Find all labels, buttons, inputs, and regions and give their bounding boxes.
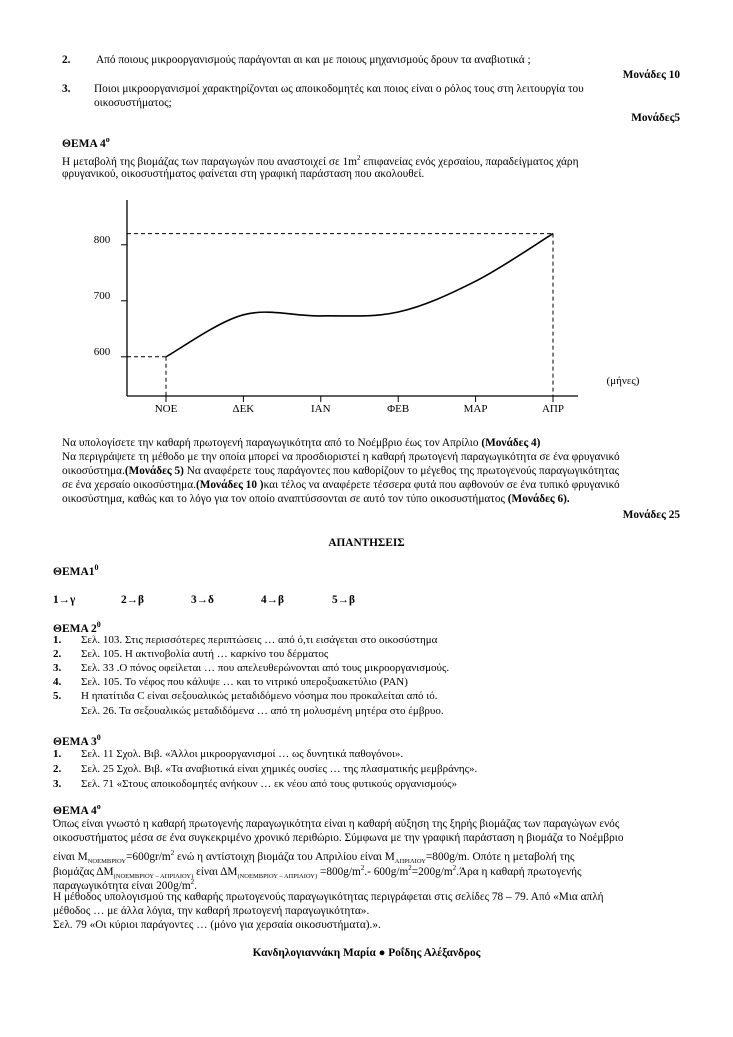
x-tick-label: ΝΟΕ bbox=[154, 403, 178, 415]
item-text: Σελ. 11 Σχολ. Βιβ. «Άλλοι μικροοργανισμοί … ως δυνητικά παθογόνοι». bbox=[81, 748, 404, 760]
title-text: ΘΕΜΑ 4 bbox=[53, 804, 97, 817]
q-text: οικοσύστημα. bbox=[62, 465, 125, 477]
x-tick-label: ΙΑΝ bbox=[311, 403, 331, 415]
theme4-answer-p7: μέθοδος … με άλλα λόγια, την καθαρή πρωτογενή παραγωγικότητα». bbox=[53, 905, 370, 917]
question-number: 3. bbox=[62, 83, 71, 95]
title-text: ΘΕΜΑ 2 bbox=[53, 622, 97, 635]
x-tick-label: ΜΑΡ bbox=[463, 403, 488, 415]
y-tick-label: 800 bbox=[93, 233, 111, 246]
item-text: Σελ. 26. Τα σεξουαλικώς μεταδιδόμενα … από τη μολυσμένη μητέρα στο έμβρυο. bbox=[81, 705, 444, 717]
question-3-text-cont: οικοσυστήματος; bbox=[94, 97, 172, 109]
item-text: Σελ. 103. Στις περισσότερες περιπτώσεις … από ό,τι εισάγεται στο οικοσύστημα bbox=[81, 634, 438, 646]
theme2-answer bbox=[53, 634, 437, 647]
sup: 2 bbox=[170, 849, 175, 857]
theme4-title-sup: ο bbox=[105, 135, 110, 144]
theme1-answer: 1→γ bbox=[53, 594, 76, 606]
answers-theme4-title bbox=[53, 802, 101, 817]
item-num: 2. bbox=[53, 648, 62, 660]
t: =800g/m. Οπότε η μεταβολή της bbox=[425, 850, 575, 863]
question-3-points: Μονάδες5 bbox=[631, 112, 680, 124]
item-text: Σελ. 105. Η ακτινοβολία αυτή … καρκίνο του δέρματος bbox=[81, 648, 329, 660]
sup: 2 bbox=[408, 864, 412, 872]
intro-text-a: Η μεταβολή της βιομάζας των παραγωγών που αναστοιχεί σε 1m bbox=[62, 155, 358, 168]
theme2-answer bbox=[53, 690, 437, 703]
title-text: ΘΕΜΑ1 bbox=[53, 565, 95, 578]
theme4-answer-p2: οικοσυστήματος μέσα σε ένα συγκεκριμένο χρονικό περιθώριο. Σύμφωνα με την γραφική παράσταση η βιομάζα το Νοέμβριο bbox=[53, 832, 624, 844]
answers-theme1-title bbox=[53, 563, 99, 578]
item-text: Σελ. 105. Το νέφος που κάλυψε … και το νιτρικό υπεροξυακετύλιο (PAN) bbox=[81, 676, 408, 688]
item-num: 3. bbox=[53, 778, 62, 790]
q-text: Να περιγράψετε τη μέθοδο με την οποία μπορεί να προσδιοριστεί η καθαρή πρωτογενή παραγωγικότητα σε ένα φρυγανικό bbox=[62, 451, 620, 463]
t: ενώ η αντίστοιχη βιομάζα του Απριλίου είναι Μ bbox=[174, 850, 395, 863]
sub: (ΝΟΕΜΒΡΙΟΥ – ΑΠΡΙΛΙΟΥ) bbox=[113, 873, 194, 881]
item-text: Σελ. 25 Σχολ. Βιβ. «Τα αναβιοτικά είναι χημικές ουσίες … της πλασματικής μεμβράνης». bbox=[81, 763, 478, 775]
theme2-answer bbox=[53, 648, 328, 661]
x-tick-label: ΔΕΚ bbox=[232, 403, 255, 415]
intro-text-b: επιφανείας ενός χερσαίου, παραδείγματος χάρη bbox=[360, 155, 579, 168]
sub: (ΝΟΕΜΒΡΙΟΥ – ΑΠΡΙΛΙΟΥ) bbox=[237, 873, 318, 881]
biomass-series-line bbox=[166, 234, 553, 357]
item-num: 1. bbox=[53, 634, 62, 646]
item-num: 1. bbox=[53, 748, 62, 760]
t: είναι Μ bbox=[53, 850, 88, 863]
question-number: 2. bbox=[62, 54, 71, 66]
biomass-chart bbox=[0, 0, 733, 430]
t: βιομάζας ΔΜ bbox=[53, 865, 114, 878]
answers-theme3-title bbox=[53, 733, 101, 748]
x-tick-label: ΑΠΡ bbox=[541, 403, 565, 415]
x-tick-label: ΦΕΒ bbox=[387, 403, 410, 415]
theme3-answer bbox=[53, 748, 403, 761]
item-text: Σελ. 33 .Ο πόνος οφείλεται … που απελευθερώνονται από τους μικροοργανισμούς. bbox=[81, 662, 450, 674]
sup: 2 bbox=[452, 864, 457, 872]
theme3-answer bbox=[53, 763, 477, 776]
authors: Κανδηλογιαννάκη Μαρία ● Ροΐδης Αλέξανδρος bbox=[252, 947, 481, 959]
q-text-cont: και τέλος να αναφέρετε τέσσερα φυτά που αφθονούν σε ένα τυπικό φρυγανικό bbox=[263, 479, 620, 491]
theme1-answer: 2→β bbox=[121, 594, 144, 606]
theme4-points: Μονάδες 25 bbox=[622, 509, 680, 521]
sub: ΝΟΕΜΒΡΙΟΥ bbox=[87, 858, 127, 866]
theme4-answer-p8: Σελ. 79 «Οι κύριοι παράγοντες … (μόνο για χερσαία οικοσυστήματα).». bbox=[53, 919, 381, 931]
theme4-intro-line2: φρυγανικού, οικοσυστήματος φαίνεται στη γραφική παράσταση που ακολουθεί. bbox=[62, 168, 425, 180]
question-text: Από ποιους μικροοργανισμούς παράγονται αι και με ποιους μηχανισμούς δρουν τα αναβιοτικά ; bbox=[96, 54, 531, 66]
t: . bbox=[194, 879, 197, 892]
q-text: Να υπολογίσετε την καθαρή πρωτογενή παραγωγικότητα από το Νοέμβριο έως τον Απρίλιο bbox=[62, 437, 482, 449]
t: .- 600g/m bbox=[364, 865, 409, 878]
theme2-answer bbox=[53, 676, 408, 689]
theme2-answer bbox=[53, 662, 449, 675]
question-2-points: Μονάδες 10 bbox=[622, 69, 680, 81]
y-tick-label: 600 bbox=[93, 345, 111, 358]
answers-heading: ΑΠΑΝΤΗΣΕΙΣ bbox=[328, 537, 405, 549]
t: =600gr/m bbox=[126, 850, 171, 863]
title-sup: 0 bbox=[94, 563, 99, 572]
question-text: Ποιοι μικροοργανισμοί χαρακτηρίζονται ως αποικοδομητές και ποιος είναι ο ρόλος τους στη λειτουργία του bbox=[94, 83, 584, 95]
q-points: (Μονάδες 6). bbox=[507, 493, 570, 505]
item-num: 4. bbox=[53, 676, 62, 688]
q-text-cont: Να αναφέρετε τους παράγοντες που καθορίζουν το μέγεθος της πρωτογενούς παραγωγικότητας bbox=[183, 465, 620, 477]
theme2-answer bbox=[53, 705, 444, 718]
theme1-answer: 4→β bbox=[261, 594, 284, 606]
item-num: 2. bbox=[53, 763, 62, 775]
q-text: οικοσύστημα, καθώς και το λόγο για τον οποίο αναπτύσσονται σε αυτό τον τύπο οικοσυστήματος bbox=[62, 493, 508, 505]
title-sup: 0 bbox=[96, 620, 101, 629]
theme4-question-line bbox=[62, 492, 570, 506]
theme4-answer-p6: Η μέθοδος υπολογισμού της καθαρής πρωτογενούς παραγωγικότητας περιγράφεται στις σελίδες 78 – 79. Από «Μια απλή bbox=[53, 891, 604, 903]
theme4-question-line bbox=[62, 464, 619, 478]
sup: 2 bbox=[360, 864, 365, 872]
theme4-question-line bbox=[62, 478, 620, 492]
q-text: σε ένα χερσαίο οικοσύστημα. bbox=[62, 479, 196, 491]
x-axis-label: (μήνες) bbox=[606, 375, 640, 387]
theme4-title-text: ΘΕΜΑ 4 bbox=[62, 137, 106, 150]
item-text: Σελ. 71 «Στους αποικοδομητές ανήκουν … εκ νέου από τους φυτικούς οργανισμούς» bbox=[81, 778, 457, 790]
q-points: (Μονάδες 4) bbox=[481, 437, 541, 449]
sub: ΑΠΡΙΛΙΟΥ bbox=[394, 858, 426, 866]
t: είναι ΔΜ bbox=[193, 865, 238, 878]
t: .Άρα η καθαρή πρωτογενής bbox=[456, 865, 582, 878]
t: =200g/m bbox=[411, 865, 453, 878]
theme4-question-line bbox=[62, 450, 620, 464]
q-points: (Μονάδες 5) bbox=[124, 465, 184, 477]
theme1-answer: 3→δ bbox=[191, 594, 214, 606]
answers-theme2-title bbox=[53, 620, 101, 635]
theme1-answer: 5→β bbox=[332, 594, 355, 606]
q-points: (Μονάδες 10 ) bbox=[195, 479, 264, 491]
t: παραγωγικότητα είναι 200g/m bbox=[53, 879, 191, 892]
title-text: ΘΕΜΑ 3 bbox=[53, 735, 97, 748]
theme3-answer bbox=[53, 778, 457, 791]
item-num: 5. bbox=[53, 690, 62, 702]
sup: 2 bbox=[190, 878, 195, 886]
title-sup: ο bbox=[96, 802, 101, 811]
title-sup: 0 bbox=[96, 733, 101, 742]
item-text: Η ηπατίτιδα C είναι σεξουαλικώς μεταδιδόμενο νόσημα που προκαλείται από ιό. bbox=[81, 690, 438, 702]
y-tick-label: 700 bbox=[93, 289, 111, 302]
theme4-question-line bbox=[62, 436, 540, 450]
item-num: 3. bbox=[53, 662, 62, 674]
intro-sup: 2 bbox=[357, 154, 361, 162]
t: =800g/m bbox=[317, 865, 361, 878]
theme4-answer-p1: Όπως είναι γνωστό η καθαρή πρωτογενής παραγωγικότητα είναι η καθαρή αύξηση της ξηρής βιομάζας των παραγώγων ενός bbox=[53, 818, 620, 830]
